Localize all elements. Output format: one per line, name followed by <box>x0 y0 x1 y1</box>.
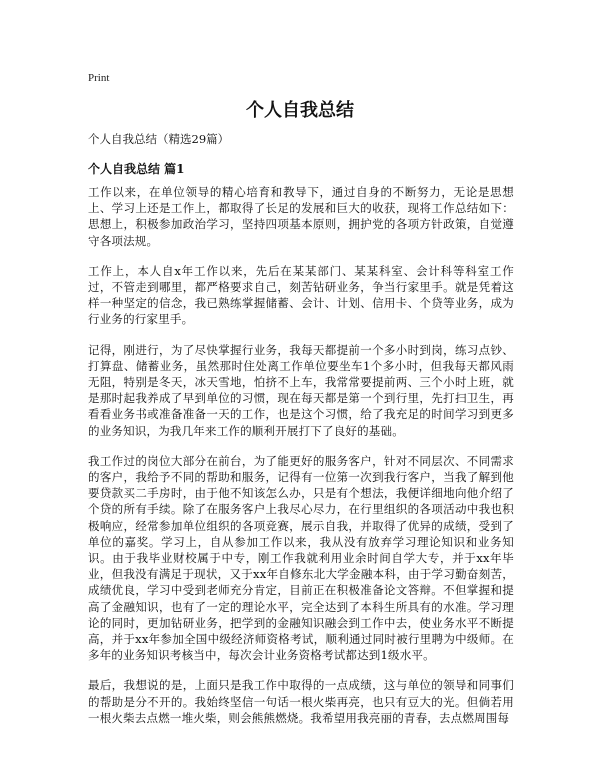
paragraph-5: 最后，我想说的是，上面只是我工作中取得的一点成绩，这与单位的领导和同事们的帮助是分不开的。我始终坚信一句话一根火柴再亮，也只有豆大的光。但倘若用一根火柴去点燃一堆火柴，则会熊熊燃烧。我希望用我亮丽的青春，去点燃周围每 <box>88 678 514 725</box>
body-text <box>88 184 514 740</box>
paragraph-3: 记得，刚进行，为了尽快掌握行业务，我每天都提前一个多小时到岗，练习点钞、打算盘、储蓄业务，虽然那时住处离工作单位要坐车1个多小时，但我每天都风雨无阻，特别是冬天，冰天雪地，怕挤不上车，我常常要提前两、三个小时上班，就是那时起我养成了早到单位的习惯，现在每天都是第一个到行里，先打扫卫生，再看看业务书或准备准备一天的工作，也是这个习惯，给了我充足的时间学习到更多的业务知识，为我几年来工作的顺利开展打下了良好的基础。 <box>88 342 514 438</box>
document-subtitle: 个人自我总结（精选29篇） <box>88 132 230 146</box>
paragraph-4: 我工作过的岗位大部分在前台，为了能更好的服务客户，针对不同层次、不同需求的客户，我给予不同的帮助和服务，记得有一位第一次到我行客户，当我了解到他要贷款买二手房时，由于他不知该怎么办，只是有个想法，我便详细地向他介绍了个贷的所有手续。除了在服务客户上我尽心尽力，在行里组织的各项活动中我也积极响应，经常参加单位组织的各项竞赛，展示自我，并取得了优异的成绩，受到了单位的嘉奖。学习上，自从参加工作以来，我从没有放弃学习理论知识和业务知识。由于我毕业财校属于中专，刚工作我就利用业余时间自学大专，并于xx年毕业，但我没有满足于现状，又于xx年自修东北大学金融本科，由于学习勤奋刻苦，成绩优良，学习中受到老师充分肯定，目前正在积极准备论文答辩。不但掌握和提高了金融知识，也有了一定的理论水平，完全达到了本科生所具有的水准。学习理论的同时，更加钻研业务，把学到的金融知识融会到工作中去，使业务水平不断提高，并于xx年参加全国中级经济师资格考试，顺利通过同时被行里聘为中级师。在多年的业务知识考核当中，每次会计业务资格考试都达到1级水平。 <box>88 453 514 663</box>
paragraph-2: 工作上，本人自x年工作以来，先后在某某部门、某某科室、会计科等科室工作过，不管走到哪里，都严格要求自己，刻苦钻研业务，争当行家里手。就是凭着这样一种坚定的信念，我已熟练掌握储蓄、会计、计划、信用卡、个贷等业务，成为行业务的行家里手。 <box>88 263 514 327</box>
print-label: Print <box>88 72 110 84</box>
paragraph-1: 工作以来，在单位领导的精心培育和教导下，通过自身的不断努力，无论是思想上、学习上还是工作上，都取得了长足的发展和巨大的收获，现将工作总结如下：思想上，积极参加政治学习，坚持四项基本原则，拥护党的各项方针政策，自觉遵守各项法规。 <box>88 185 514 248</box>
section-heading: 个人自我总结 篇1 <box>88 162 185 176</box>
document-title: 个人自我总结 <box>246 100 354 121</box>
